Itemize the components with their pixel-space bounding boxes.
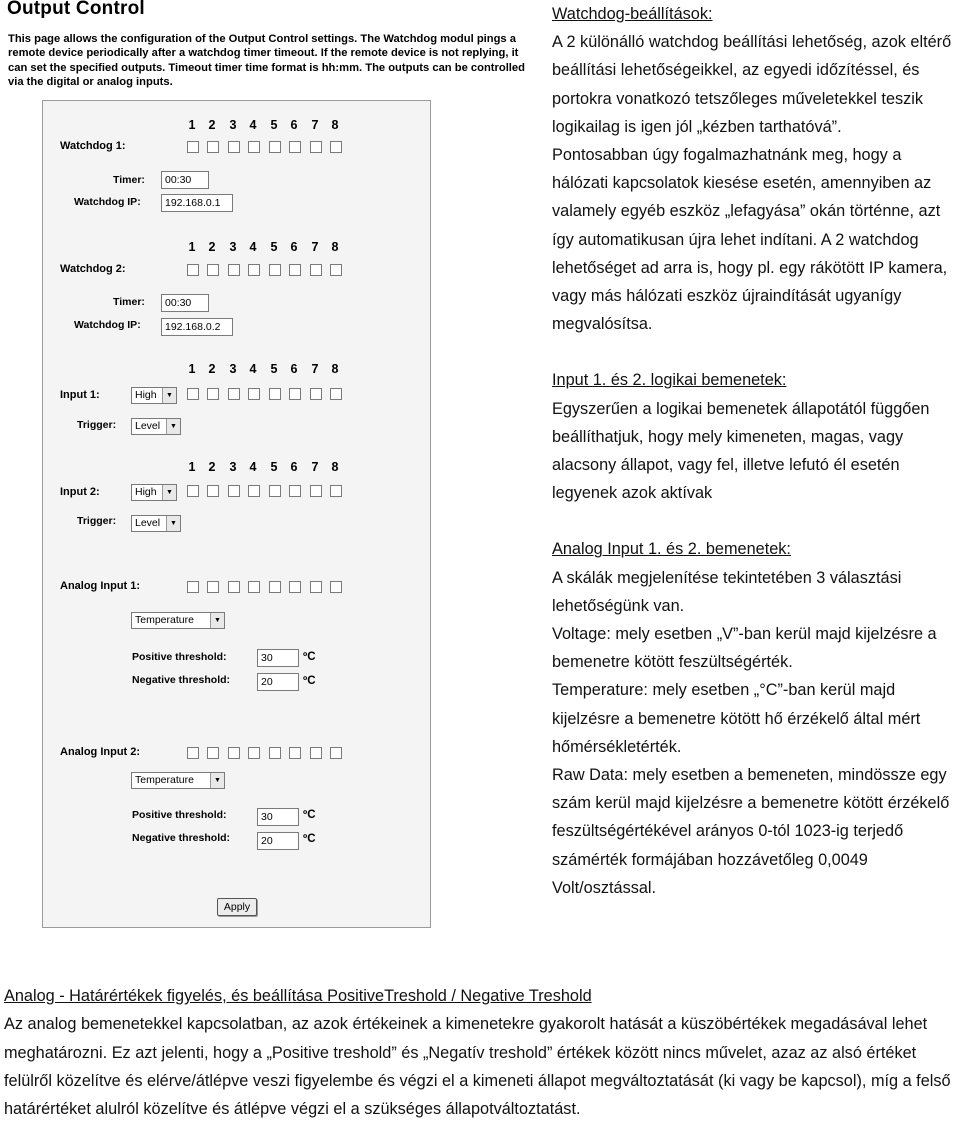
analog1-output-3-checkbox[interactable]	[228, 581, 240, 593]
output-number: 5	[270, 118, 278, 132]
watchdog2-timer-input[interactable]: 00:30	[161, 294, 209, 312]
analog2-output-4-checkbox[interactable]	[248, 747, 260, 759]
output-number: 6	[290, 118, 298, 132]
watchdog1-output-7-checkbox[interactable]	[310, 141, 322, 153]
analog1-label: Analog Input 1:	[60, 580, 141, 592]
analog1-output-6-checkbox[interactable]	[289, 581, 301, 593]
input1-output-7-checkbox[interactable]	[310, 388, 322, 400]
watchdog2-output-2-checkbox[interactable]	[207, 264, 219, 276]
watchdog2-ip-label: Watchdog IP:	[74, 319, 141, 331]
watchdog1-timer-input[interactable]: 00:30	[161, 171, 209, 189]
page-title: Output Control	[7, 0, 145, 19]
output-number: 2	[208, 240, 216, 254]
watchdog1-output-2-checkbox[interactable]	[207, 141, 219, 153]
analog1-output-8-checkbox[interactable]	[330, 581, 342, 593]
input1-trigger-label: Trigger:	[77, 419, 117, 431]
output-number: 1	[188, 118, 196, 132]
apply-button[interactable]: Apply	[217, 898, 257, 916]
chevron-down-icon: ▼	[210, 613, 224, 628]
output-number: 1	[188, 460, 196, 474]
analog2-positive-input[interactable]: 30	[257, 808, 299, 826]
output-number: 7	[311, 362, 319, 376]
output-control-panel	[42, 100, 431, 928]
input2-output-7-checkbox[interactable]	[310, 485, 322, 497]
output-number: 4	[249, 362, 257, 376]
output-number: 6	[290, 240, 298, 254]
output-number: 7	[311, 460, 319, 474]
watchdog2-ip-input[interactable]: 192.168.0.2	[161, 318, 233, 336]
page-intro: This page allows the configuration of the Output Control settings. The Watchdog modul pings a remote device periodically after a watchdog timer timeout. If the remote device is not replying, it can set the specified outputs. Timeout timer time format is hh:mm. The outputs can be controlled via the digital or analog inputs.	[8, 33, 525, 89]
analog-paragraph-2: Voltage: mely esetben „V”-ban kerül majd kijelzésre a bemenetre kötött feszültségérték.	[552, 625, 937, 672]
watchdog1-ip-input[interactable]: 192.168.0.1	[161, 194, 233, 212]
analog-paragraph-3: Temperature: mely esetben „°C”-ban kerül majd kijelzésre a bemenetre kötött hő érzékelő által mért hőmérsékletérték.	[552, 681, 921, 756]
input2-level-select[interactable]	[131, 484, 177, 501]
watchdog-heading: Watchdog-beállítások:	[552, 5, 713, 23]
analog1-output-4-checkbox[interactable]	[248, 581, 260, 593]
output-number: 8	[331, 460, 339, 474]
input1-output-5-checkbox[interactable]	[269, 388, 281, 400]
watchdog1-output-6-checkbox[interactable]	[289, 141, 301, 153]
analog2-positive-label: Positive threshold:	[132, 809, 227, 821]
analog1-mode-select[interactable]	[131, 612, 225, 629]
analog-paragraph-1: A skálák megjelenítése tekintetében 3 választási lehetőségünk van.	[552, 568, 902, 615]
analog2-output-8-checkbox[interactable]	[330, 747, 342, 759]
threshold-paragraph: Az analog bemenetekkel kapcsolatban, az azok értékeinek a kimenetekre gyakorolt hatását a küszöbértékek megadásával lehet meghatározni. Ez azt jelenti, hogy a „Positive treshold” és „Negatív treshold” értékek között nincs művelet, azaz az alsó értéket felülről közelítve és elérve/átlépve veszi figyelembe és végzi el a kimeneti állapot megváltoztatását (ki vagy be kapcsol), míg a felső határértéket alulról közelítve és átlépve végzi el a szükséges állapotváltoztatást.	[4, 1015, 951, 1119]
watchdog-paragraph-1: A 2 különálló watchdog beállítási lehetőség, azok eltérő beállítási lehetőségeikkel, az egyedi időzítéssel, és portokra vonatkozó tetszőleges műveletekkel teszik logikailag is igen jól „kézben tarthatóvá”.	[552, 33, 952, 136]
input1-label: Input 1:	[60, 389, 100, 401]
output-number: 4	[249, 240, 257, 254]
watchdog1-label: Watchdog 1:	[60, 140, 126, 152]
analog1-positive-unit: ºC	[303, 651, 316, 663]
output-number: 8	[331, 118, 339, 132]
output-number: 5	[270, 362, 278, 376]
analog1-output-1-checkbox[interactable]	[187, 581, 199, 593]
analog-heading: Analog Input 1. és 2. bemenetek:	[552, 540, 791, 559]
input2-output-1-checkbox[interactable]	[187, 485, 199, 497]
output-number: 3	[229, 118, 237, 132]
input2-label: Input 2:	[60, 486, 100, 498]
output-number: 3	[229, 362, 237, 376]
output-number: 2	[208, 460, 216, 474]
input2-trigger-value: Level	[135, 517, 161, 529]
analog1-positive-input[interactable]: 30	[257, 649, 299, 667]
output-number: 8	[331, 240, 339, 254]
input2-output-3-checkbox[interactable]	[228, 485, 240, 497]
output-number: 2	[208, 118, 216, 132]
output-number: 5	[270, 460, 278, 474]
input1-output-2-checkbox[interactable]	[207, 388, 219, 400]
analog2-mode-select[interactable]	[131, 772, 225, 789]
input1-output-6-checkbox[interactable]	[289, 388, 301, 400]
output-number: 2	[208, 362, 216, 376]
analog2-output-6-checkbox[interactable]	[289, 747, 301, 759]
output-number: 4	[249, 118, 257, 132]
output-number: 1	[188, 362, 196, 376]
threshold-heading: Analog - Határértékek figyelés, és beállítása PositiveTreshold / Negative Treshold	[4, 987, 592, 1005]
analog1-mode-value: Temperature	[135, 614, 194, 626]
input1-level-value: High	[135, 389, 157, 401]
output-number: 7	[311, 240, 319, 254]
analog2-label: Analog Input 2:	[60, 746, 141, 758]
input1-trigger-value: Level	[135, 420, 161, 432]
threshold-section	[4, 982, 958, 1123]
input1-output-3-checkbox[interactable]	[228, 388, 240, 400]
output-number: 4	[249, 460, 257, 474]
output-number: 6	[290, 362, 298, 376]
input1-output-4-checkbox[interactable]	[248, 388, 260, 400]
watchdog2-output-4-checkbox[interactable]	[248, 264, 260, 276]
spacer	[552, 338, 960, 366]
watchdog2-label: Watchdog 2:	[60, 263, 126, 275]
input-paragraph: Egyszerűen a logikai bemenetek állapotától függően beállíthatjuk, hogy mely kimeneten, magas, vagy alacsony állapot, vagy fel, illetve lefutó él esetén legyenek azok aktívak	[552, 399, 930, 503]
input2-output-8-checkbox[interactable]	[330, 485, 342, 497]
analog1-negative-label: Negative threshold:	[132, 674, 231, 686]
spacer	[552, 507, 960, 535]
analog2-output-7-checkbox[interactable]	[310, 747, 322, 759]
analog2-mode-value: Temperature	[135, 774, 194, 786]
analog2-output-2-checkbox[interactable]	[207, 747, 219, 759]
output-number: 1	[188, 240, 196, 254]
analog1-output-2-checkbox[interactable]	[207, 581, 219, 593]
description-column	[552, 0, 960, 902]
chevron-down-icon: ▼	[166, 516, 180, 531]
analog2-negative-input[interactable]: 20	[257, 832, 299, 850]
chevron-down-icon: ▼	[166, 419, 180, 434]
watchdog1-ip-label: Watchdog IP:	[74, 196, 141, 208]
input-heading: Input 1. és 2. logikai bemenetek:	[552, 371, 787, 390]
watchdog1-output-4-checkbox[interactable]	[248, 141, 260, 153]
input1-level-select[interactable]	[131, 387, 177, 404]
analog2-positive-unit: ºC	[303, 809, 316, 821]
analog1-output-5-checkbox[interactable]	[269, 581, 281, 593]
output-number: 7	[311, 118, 319, 132]
input1-output-1-checkbox[interactable]	[187, 388, 199, 400]
input2-trigger-label: Trigger:	[77, 515, 117, 527]
input2-output-4-checkbox[interactable]	[248, 485, 260, 497]
watchdog2-output-1-checkbox[interactable]	[187, 264, 199, 276]
analog1-negative-unit: ºC	[303, 675, 316, 687]
watchdog2-output-8-checkbox[interactable]	[330, 264, 342, 276]
watchdog2-output-7-checkbox[interactable]	[310, 264, 322, 276]
watchdog1-timer-label: Timer:	[113, 174, 145, 186]
watchdog1-output-8-checkbox[interactable]	[330, 141, 342, 153]
input1-output-8-checkbox[interactable]	[330, 388, 342, 400]
analog1-output-7-checkbox[interactable]	[310, 581, 322, 593]
analog1-positive-label: Positive threshold:	[132, 651, 227, 663]
watchdog-paragraph-2: Pontosabban úgy fogalmazhatnánk meg, hogy a hálózati kapcsolatok kiesése esetén, amennyiben az valamely egyéb eszköz „lefagyása” okán történne, azt így automatikusan újra lehet indítani. A 2 watchdog lehetőséget ad arra is, hogy pl. egy rákötött IP kamera, vagy más hálózati eszköz újraindítását ugyanígy megvalósítsa.	[552, 146, 948, 334]
input2-output-6-checkbox[interactable]	[289, 485, 301, 497]
chevron-down-icon: ▼	[162, 485, 176, 500]
analog-paragraph-4: Raw Data: mely esetben a bemeneten, mindössze egy szám kerül majd kijelzésre a bemenetre kötött érzékelő feszültségértékével arányos 0-tól 1023-ig terjedő számérték formájában hozzávetőleg 0,0049 Volt/osztással.	[552, 766, 950, 897]
input2-trigger-select[interactable]	[131, 515, 181, 532]
watchdog2-timer-label: Timer:	[113, 296, 145, 308]
watchdog1-output-5-checkbox[interactable]	[269, 141, 281, 153]
output-number: 3	[229, 460, 237, 474]
output-number: 3	[229, 240, 237, 254]
input2-output-2-checkbox[interactable]	[207, 485, 219, 497]
analog2-output-1-checkbox[interactable]	[187, 747, 199, 759]
input2-output-5-checkbox[interactable]	[269, 485, 281, 497]
watchdog2-output-6-checkbox[interactable]	[289, 264, 301, 276]
analog2-negative-label: Negative threshold:	[132, 832, 231, 844]
watchdog1-output-1-checkbox[interactable]	[187, 141, 199, 153]
chevron-down-icon: ▼	[162, 388, 176, 403]
output-number: 5	[270, 240, 278, 254]
analog2-output-5-checkbox[interactable]	[269, 747, 281, 759]
analog2-output-3-checkbox[interactable]	[228, 747, 240, 759]
watchdog2-output-3-checkbox[interactable]	[228, 264, 240, 276]
watchdog2-output-5-checkbox[interactable]	[269, 264, 281, 276]
input2-level-value: High	[135, 486, 157, 498]
output-number: 6	[290, 460, 298, 474]
analog1-negative-input[interactable]: 20	[257, 673, 299, 691]
output-number: 8	[331, 362, 339, 376]
input1-trigger-select[interactable]	[131, 418, 181, 435]
analog2-negative-unit: ºC	[303, 833, 316, 845]
watchdog1-output-3-checkbox[interactable]	[228, 141, 240, 153]
chevron-down-icon: ▼	[210, 773, 224, 788]
